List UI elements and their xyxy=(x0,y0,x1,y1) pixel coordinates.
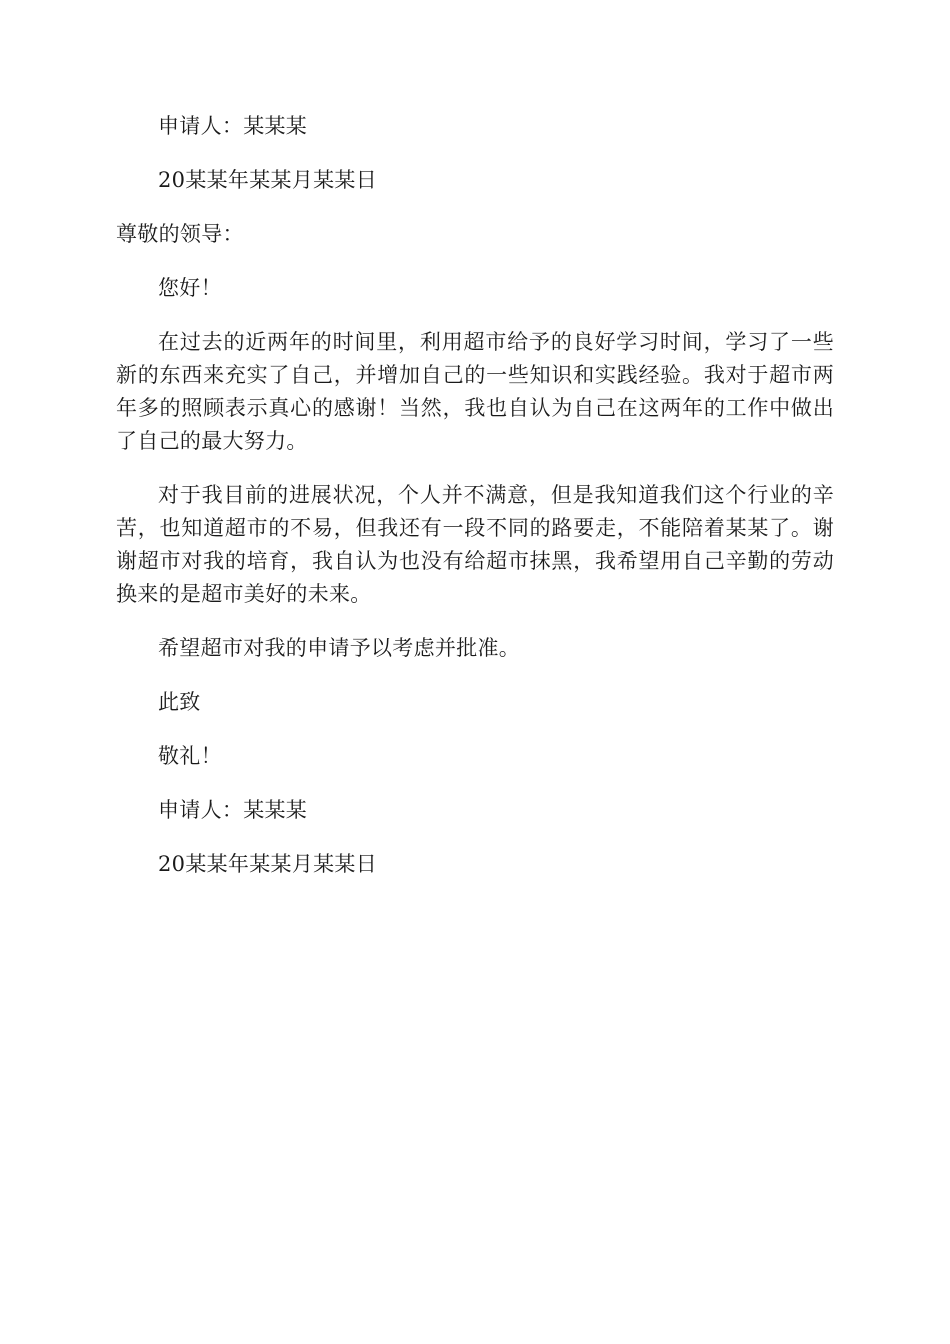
salutation: 尊敬的领导： xyxy=(116,222,244,246)
top-date-line: 20某某年某某月某某日 xyxy=(158,168,378,192)
top-applicant-line: 申请人：某某某 xyxy=(158,114,308,138)
body-paragraph-2: 对于我目前的进展状况，个人并不满意，但是我知道我们这个行业的辛苦，也知道超市的不易，但我还有一段不同的路要走，不能陪着某某了。谢谢超市对我的培育，我自认为也没有给超市抹黑，我希望用自己辛勤的劳动换来的是超市美好的未来。 xyxy=(116,483,834,606)
bottom-date-line: 20某某年某某月某某日 xyxy=(158,852,378,876)
body-paragraph-3: 希望超市对我的申请予以考虑并批准。 xyxy=(158,636,521,660)
body-paragraph-1: 在过去的近两年的时间里，利用超市给予的良好学习时间，学习了一些新的东西来充实了自己，并增加自己的一些知识和实践经验。我对于超市两年多的照顾表示真心的感谢！当然，我也自认为自己在这两年的工作中做出了自己的最大努力。 xyxy=(116,330,834,453)
bottom-applicant-line: 申请人：某某某 xyxy=(158,798,308,822)
closing-line-1: 此致 xyxy=(158,690,201,714)
closing-line-2: 敬礼！ xyxy=(158,744,222,768)
greeting: 您好！ xyxy=(158,276,222,300)
letter-body xyxy=(116,110,834,902)
